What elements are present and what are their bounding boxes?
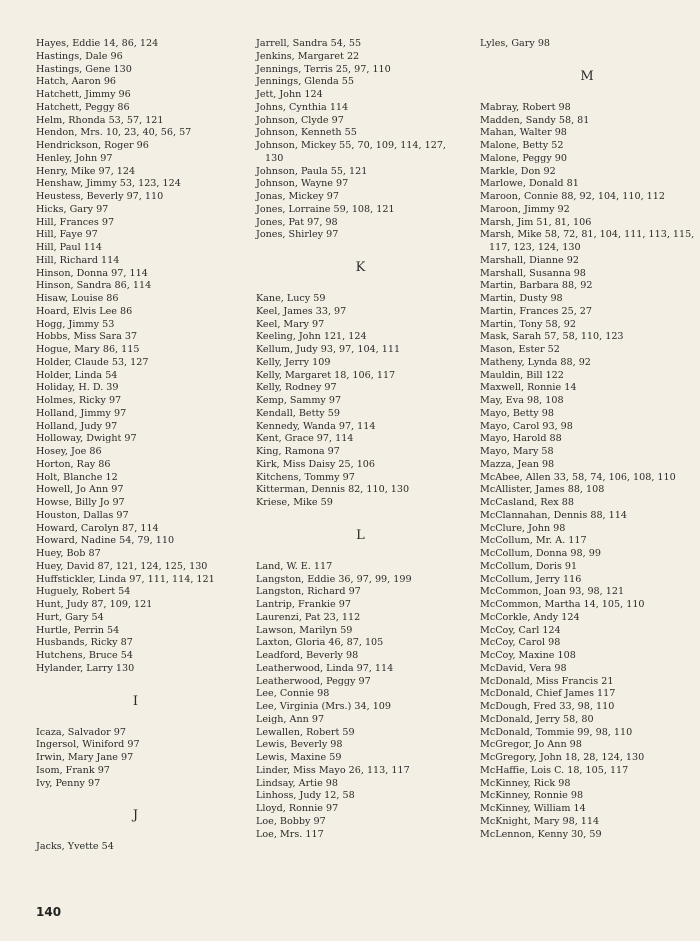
index-entry: Mabray, Robert 98 xyxy=(480,101,571,113)
index-entry: Lyles, Gary 98 xyxy=(480,38,551,49)
index-entry: Laurenzi, Pat 23, 112 xyxy=(256,611,361,623)
index-entry: Lewis, Maxine 59 xyxy=(256,752,342,763)
index-entry: Ingersol, Winiford 97 xyxy=(36,739,140,751)
index-entry: Isom, Frank 97 xyxy=(36,764,110,776)
index-entry: Matheny, Lynda 88, 92 xyxy=(480,356,591,368)
index-entry: Hill, Paul 114 xyxy=(36,242,103,253)
index-entry: Jennings, Glenda 55 xyxy=(256,76,354,88)
index-entry: McCollum, Mr. A. 117 xyxy=(480,535,587,547)
index-entry: Ivy, Penny 97 xyxy=(36,777,101,789)
index-entry: Mask, Sarah 57, 58, 110, 123 xyxy=(480,331,624,343)
index-entry: Martin, Frances 25, 27 xyxy=(480,305,593,317)
index-entry: Heustess, Beverly 97, 110 xyxy=(36,191,164,202)
index-entry: Howell, Jo Ann 97 xyxy=(36,484,124,496)
index-entry: Malone, Peggy 90 xyxy=(480,152,568,164)
index-entry: Hurt, Gary 54 xyxy=(36,611,104,623)
index-entry: McDavid, Vera 98 xyxy=(480,662,567,674)
index-entry: McAllister, James 88, 108 xyxy=(480,484,605,496)
index-entry: Howard, Nadine 54, 79, 110 xyxy=(36,535,175,547)
index-entry: Malone, Betty 52 xyxy=(480,140,564,151)
index-entry: Mazza, Jean 98 xyxy=(480,458,555,470)
page-number: 140 xyxy=(36,905,62,919)
index-entry: Jones, Shirley 97 xyxy=(256,229,339,241)
index-entry: Martin, Tony 58, 92 xyxy=(480,318,576,330)
section-letter-l: L xyxy=(356,527,366,543)
index-entry: Johnson, Paula 55, 121 xyxy=(256,165,368,177)
index-entry: Jenkins, Margaret 22 xyxy=(256,50,360,62)
index-entry: Kennedy, Wanda 97, 114 xyxy=(256,420,376,432)
index-entry: Irwin, Mary Jane 97 xyxy=(36,752,134,763)
index-entry: Hill, Faye 97 xyxy=(36,229,98,241)
index-entry: Jonas, Mickey 97 xyxy=(256,191,339,202)
index-entry: Holland, Judy 97 xyxy=(36,420,118,432)
index-entry: McCollum, Donna 98, 99 xyxy=(480,548,601,559)
index-entry: Hinson, Sandra 86, 114 xyxy=(36,280,152,292)
index-entry: Henshaw, Jimmy 53, 123, 124 xyxy=(36,178,181,190)
index-entry: McCommon, Joan 93, 98, 121 xyxy=(480,586,625,598)
index-entry: Lloyd, Ronnie 97 xyxy=(256,803,339,814)
index-entry: Holiday, H. D. 39 xyxy=(36,382,119,394)
index-entry: McCasland, Rex 88 xyxy=(480,497,574,508)
index-entry: Jacks, Yvette 54 xyxy=(36,841,114,853)
index-entry: McKinney, William 14 xyxy=(480,803,586,814)
index-entry: Hobbs, Miss Sara 37 xyxy=(36,331,138,343)
index-entry: McGregor, Jo Ann 98 xyxy=(480,739,582,751)
index-entry: Marshall, Susanna 98 xyxy=(480,267,586,279)
index-entry: Leatherwood, Linda 97, 114 xyxy=(256,662,394,674)
index-entry: Mayo, Mary 58 xyxy=(480,446,554,457)
index-entry: Huey, Bob 87 xyxy=(36,548,101,559)
index-column-3 xyxy=(480,38,695,841)
index-entry: Hinson, Donna 97, 114 xyxy=(36,267,148,279)
index-entry: Leadford, Beverly 98 xyxy=(256,650,359,661)
index-entry: Mayo, Betty 98 xyxy=(480,407,554,419)
index-entry: Hylander, Larry 130 xyxy=(36,662,135,674)
index-entry: Madden, Sandy 58, 81 xyxy=(480,114,590,126)
index-entry: Hastings, Gene 130 xyxy=(36,63,132,75)
index-entry: Johnson, Mickey 55, 70, 109, 114, 127, 130 xyxy=(256,140,446,164)
index-entry: Holland, Jimmy 97 xyxy=(36,407,127,419)
index-entry: Keel, James 33, 97 xyxy=(256,305,347,317)
index-entry: Leatherwood, Peggy 97 xyxy=(256,675,371,687)
index-entry: Kane, Lucy 59 xyxy=(256,293,326,304)
index-column-2 xyxy=(256,38,466,841)
index-entry: Kitterman, Dennis 82, 110, 130 xyxy=(256,484,410,496)
index-entry: McDonald, Tommie 99, 98, 110 xyxy=(480,726,633,738)
index-entry: Land, W. E. 117 xyxy=(256,560,333,572)
index-entry: King, Ramona 97 xyxy=(256,446,340,457)
index-entry: Huffstickler, Linda 97, 111, 114, 121 xyxy=(36,573,215,585)
index-entry: Kellum, Judy 93, 97, 104, 111 xyxy=(256,344,401,355)
index-entry: Langston, Richard 97 xyxy=(256,586,361,598)
index-entry: Kendall, Betty 59 xyxy=(256,407,340,419)
index-entry: Horton, Ray 86 xyxy=(36,458,111,470)
index-entry: Markle, Don 92 xyxy=(480,165,556,177)
index-entry: McCollum, Doris 91 xyxy=(480,560,578,572)
index-entry: Hosey, Joe 86 xyxy=(36,446,102,457)
index-entry: Holloway, Dwight 97 xyxy=(36,433,137,445)
index-entry: Mason, Ester 52 xyxy=(480,344,560,355)
index-entry: McLennon, Kenny 30, 59 xyxy=(480,828,602,840)
index-entry: Helm, Rhonda 53, 57, 121 xyxy=(36,114,164,126)
index-entry: Langston, Eddie 36, 97, 99, 199 xyxy=(256,573,412,585)
index-entry: Kelly, Margaret 18, 106, 117 xyxy=(256,369,396,381)
index-entry: Lindsay, Artie 98 xyxy=(256,777,339,789)
index-entry: Lawson, Marilyn 59 xyxy=(256,624,353,636)
index-entry: Mayo, Carol 93, 98 xyxy=(480,420,573,432)
index-entry: McGregory, John 18, 28, 124, 130 xyxy=(480,752,645,763)
index-entry: Henry, Mike 97, 124 xyxy=(36,165,136,177)
index-entry: McCoy, Carol 98 xyxy=(480,637,561,649)
index-entry: Kirk, Miss Daisy 25, 106 xyxy=(256,458,376,470)
index-entry: Holder, Claude 53, 127 xyxy=(36,356,149,368)
index-entry: Jones, Lorraine 59, 108, 121 xyxy=(256,203,395,215)
index-entry: McCoy, Carl 124 xyxy=(480,624,561,636)
index-entry: McDonald, Chief James 117 xyxy=(480,688,616,700)
index-entry: McKnight, Mary 98, 114 xyxy=(480,815,600,827)
index-entry: McDough, Fred 33, 98, 110 xyxy=(480,701,615,712)
index-entry: Hurtle, Perrin 54 xyxy=(36,624,120,636)
index-entry: Jennings, Terris 25, 97, 110 xyxy=(256,63,391,75)
index-entry: Lewallen, Robert 59 xyxy=(256,726,355,738)
index-entry: Marsh, Jim 51, 81, 106 xyxy=(480,216,592,228)
index-entry: Lewis, Beverly 98 xyxy=(256,739,343,751)
index-entry: Johns, Cynthia 114 xyxy=(256,101,349,113)
index-entry: McCollum, Jerry 116 xyxy=(480,573,582,585)
index-entry: Marshall, Dianne 92 xyxy=(480,254,579,266)
index-entry: McDonald, Miss Francis 21 xyxy=(480,675,614,687)
index-entry: Hatchett, Jimmy 96 xyxy=(36,89,131,100)
index-entry: Husbands, Ricky 87 xyxy=(36,637,133,649)
index-entry: Kelly, Rodney 97 xyxy=(256,382,337,394)
index-entry: Holt, Blanche 12 xyxy=(36,471,118,483)
index-entry: Keeling, John 121, 124 xyxy=(256,331,367,343)
index-entry: McCoy, Maxine 108 xyxy=(480,650,576,661)
index-entry: Hisaw, Louise 86 xyxy=(36,293,119,304)
index-entry: McClure, John 98 xyxy=(480,522,566,534)
index-entry: Loe, Mrs. 117 xyxy=(256,828,324,840)
index-entry: Huguely, Robert 54 xyxy=(36,586,131,598)
index-entry: Leigh, Ann 97 xyxy=(256,713,325,725)
index-column-1 xyxy=(36,38,236,854)
index-entry: McCorkle, Andy 124 xyxy=(480,611,580,623)
index-entry: May, Eva 98, 108 xyxy=(480,395,564,406)
index-entry: Marlowe, Donald 81 xyxy=(480,178,579,190)
index-entry: Kriese, Mike 59 xyxy=(256,497,333,508)
index-entry: Lantrip, Frankie 97 xyxy=(256,599,351,610)
index-entry: Loe, Bobby 97 xyxy=(256,815,326,827)
index-entry: Hastings, Dale 96 xyxy=(36,50,123,62)
index-entry: McCommon, Martha 14, 105, 110 xyxy=(480,599,645,610)
section-letter-m: M xyxy=(580,68,595,84)
index-entry: Martin, Dusty 98 xyxy=(480,293,563,304)
index-entry: Hicks, Gary 97 xyxy=(36,203,109,215)
index-entry: Marsh, Mike 58, 72, 81, 104, 111, 113, 115, 117, 123, 124, 130 xyxy=(480,229,695,253)
index-entry: Jones, Pat 97, 98 xyxy=(256,216,338,228)
section-letter-k: K xyxy=(355,260,367,275)
index-entry: Mayo, Harold 88 xyxy=(480,433,562,445)
index-entry: McDonald, Jerry 58, 80 xyxy=(480,713,594,725)
index-entry: Lee, Virginia (Mrs.) 34, 109 xyxy=(256,701,392,712)
index-entry: Johnson, Wayne 97 xyxy=(256,178,349,190)
index-entry: Maxwell, Ronnie 14 xyxy=(480,382,577,394)
section-letter-i: I xyxy=(132,693,140,709)
index-entry: Hunt, Judy 87, 109, 121 xyxy=(36,599,153,610)
index-entry: Mauldin, Bill 122 xyxy=(480,369,564,381)
index-entry: Linder, Miss Mayo 26, 113, 117 xyxy=(256,764,410,776)
index-entry: Johnson, Clyde 97 xyxy=(256,114,344,126)
index-entry: Maroon, Jimmy 92 xyxy=(480,203,570,215)
index-entry: Holmes, Ricky 97 xyxy=(36,395,122,406)
index-entry: McKinney, Ronnie 98 xyxy=(480,790,584,802)
index-entry: McHaffie, Lois C. 18, 105, 117 xyxy=(480,764,629,776)
index-entry: Lee, Connie 98 xyxy=(256,688,330,700)
index-entry: Maroon, Connie 88, 92, 104, 110, 112 xyxy=(480,191,665,202)
index-entry: Martin, Barbara 88, 92 xyxy=(480,280,593,292)
index-entry: Hoard, Elvis Lee 86 xyxy=(36,305,133,317)
index-entry: Jett, John 124 xyxy=(256,89,323,100)
index-entry: Icaza, Salvador 97 xyxy=(36,726,127,738)
index-entry: Hendon, Mrs. 10, 23, 40, 56, 57 xyxy=(36,127,192,139)
index-entry: McAbee, Allen 33, 58, 74, 106, 108, 110 xyxy=(480,471,676,483)
index-entry: Jarrell, Sandra 54, 55 xyxy=(256,38,362,49)
index-entry: Johnson, Kenneth 55 xyxy=(256,127,357,139)
index-entry: Linhoss, Judy 12, 58 xyxy=(256,790,355,802)
index-entry: Hogue, Mary 86, 115 xyxy=(36,344,140,355)
index-entry: Keel, Mary 97 xyxy=(256,318,325,330)
index-entry: Huey, David 87, 121, 124, 125, 130 xyxy=(36,560,208,572)
index-entry: Hatchett, Peggy 86 xyxy=(36,101,130,113)
index-entry: Hill, Frances 97 xyxy=(36,216,115,228)
index-entry: Kent, Grace 97, 114 xyxy=(256,433,354,445)
index-entry: Henley, John 97 xyxy=(36,152,113,164)
index-entry: Holder, Linda 54 xyxy=(36,369,118,381)
index-entry: McKinney, Rick 98 xyxy=(480,777,571,789)
index-entry: Houston, Dallas 97 xyxy=(36,509,129,521)
index-entry: Hendrickson, Roger 96 xyxy=(36,140,149,151)
index-entry: Howard, Carolyn 87, 114 xyxy=(36,522,159,534)
index-entry: McClannahan, Dennis 88, 114 xyxy=(480,509,627,521)
index-entry: Howse, Billy Jo 97 xyxy=(36,497,125,508)
index-entry: Hogg, Jimmy 53 xyxy=(36,318,115,330)
index-entry: Kemp, Sammy 97 xyxy=(256,395,342,406)
index-entry: Hayes, Eddie 14, 86, 124 xyxy=(36,38,159,49)
index-entry: Kitchens, Tommy 97 xyxy=(256,471,355,483)
section-letter-j: J xyxy=(132,808,140,824)
index-entry: Hill, Richard 114 xyxy=(36,254,120,266)
index-entry: Mahan, Walter 98 xyxy=(480,127,567,139)
index-entry: Hutchens, Bruce 54 xyxy=(36,650,133,661)
index-entry: Laxton, Gloria 46, 87, 105 xyxy=(256,637,384,649)
index-entry: Kelly, Jerry 109 xyxy=(256,356,331,368)
index-entry: Hatch, Aaron 96 xyxy=(36,76,117,88)
